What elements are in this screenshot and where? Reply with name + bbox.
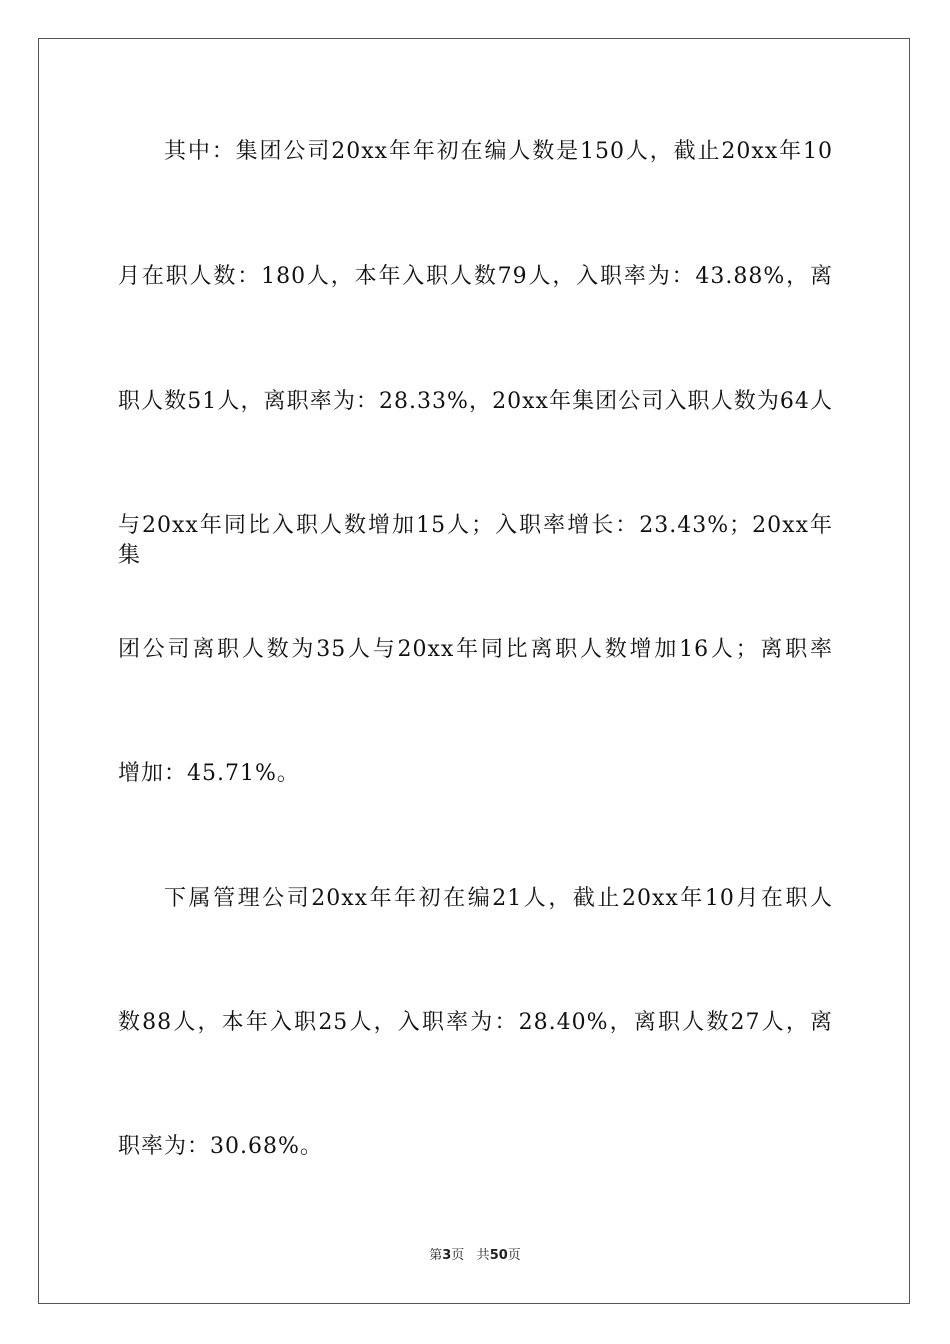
total-unit: 页 (507, 1248, 521, 1263)
paragraph-1-line-5: 团公司离职人数为35人与20xx年同比离职人数增加16人；离职率 (118, 637, 833, 662)
paragraph-1-line-4: 与20xx年同比入职人数增加15人；入职率增长：23.43%；20xx年集 (118, 513, 833, 568)
paragraph-1-line-2: 月在职人数：180人，本年入职人数79人，入职率为：43.88%，离 (118, 264, 833, 289)
paragraph-1-line-1: 其中：集团公司20xx年年初在编人数是150人，截止20xx年10 (164, 139, 833, 164)
total-page-count: 50 (489, 1248, 508, 1263)
paragraph-2-line-2: 数88人，本年入职25人，入职率为：28.40%，离职人数27人，离 (118, 1010, 833, 1035)
total-prefix: 共 (476, 1248, 490, 1263)
current-page-number: 3 (442, 1248, 452, 1263)
paragraph-1-line-6: 增加：45.71%。 (118, 761, 300, 786)
page-border (38, 38, 910, 1304)
page-unit: 页 (451, 1248, 465, 1263)
paragraph-2-line-1: 下属管理公司20xx年年初在编21人，截止20xx年10月在职人 (164, 886, 833, 911)
page-footer (0, 1247, 950, 1265)
paragraph-1-line-3: 职人数51人，离职率为：28.33%，20xx年集团公司入职人数为64人 (118, 389, 833, 414)
page-prefix: 第 (429, 1248, 443, 1263)
paragraph-2-line-3: 职率为：30.68%。 (118, 1134, 323, 1159)
